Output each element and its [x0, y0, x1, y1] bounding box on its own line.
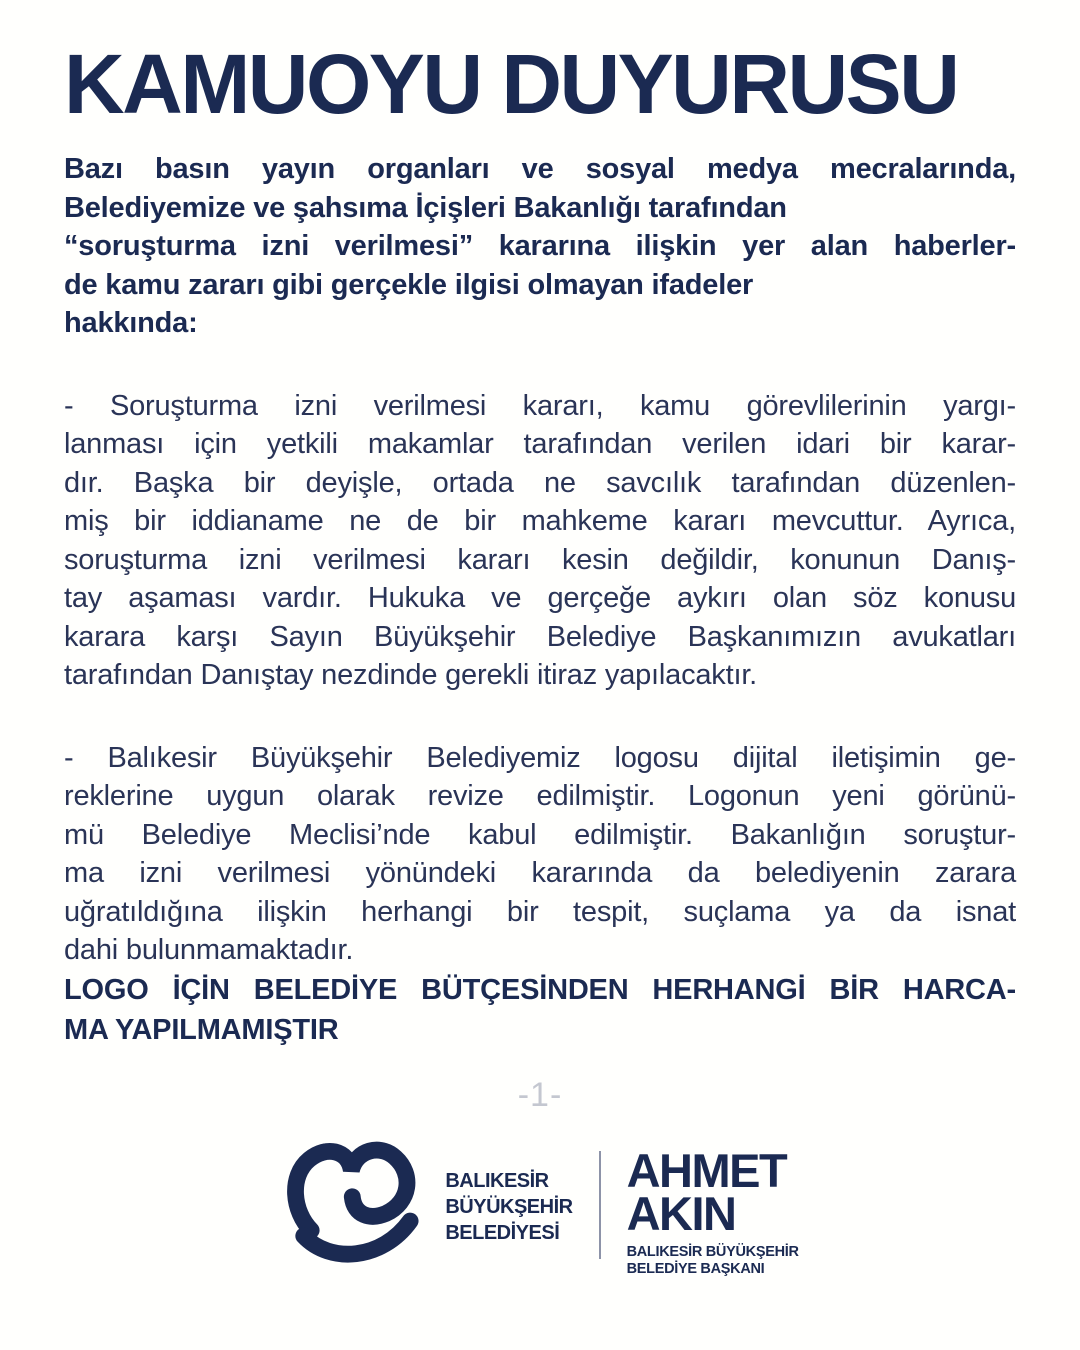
text-line: ma izni verilmesi yönündeki kararında da belediyenin zarara [64, 857, 1016, 889]
text-line: dahi bulunmamaktadır. [64, 934, 354, 966]
text-line: tay aşaması vardır. Hukuka ve gerçeğe aykırı olan söz konusu [64, 582, 1016, 614]
text-line: hakkında: [64, 307, 198, 339]
mayor-brand [626, 1143, 799, 1279]
text-line: uğratıldığına ilişkin herhangi bir tespit, suçlama ya da isnat [64, 895, 1016, 928]
mayor-title [627, 1244, 799, 1279]
text-line: “soruşturma izni verilmesi” kararına ilişkin yer alan haberler- [64, 230, 1016, 262]
mayor-name [626, 1143, 799, 1240]
municipality-name [445, 1168, 572, 1246]
intro-paragraph [64, 150, 1016, 343]
paragraph-logo-revision [64, 739, 1016, 970]
closing-statement [64, 970, 1016, 1050]
heart-b-logo-icon [281, 1137, 431, 1277]
page-title: KAMUOYU DUYURUSU [64, 37, 958, 131]
text-line: AHMET [626, 1143, 787, 1197]
footer [64, 1137, 1016, 1279]
text-line: lanması için yetkili makamlar tarafından verilen idari bir karar- [64, 428, 1016, 460]
text-line: - Soruşturma izni verilmesi kararı, kamu görevlilerinin yargı- [64, 389, 1016, 422]
text-line: tarafından Danıştay nezdinde gerekli itiraz yapılacaktır. [64, 659, 758, 691]
text-line: BELEDİYESİ [445, 1221, 560, 1244]
text-line: BALIKESİR [445, 1169, 549, 1192]
text-line: soruşturma izni verilmesi kararı kesin değildir, konunun Danış- [64, 543, 1016, 576]
text-line: BELEDİYE BAŞKANI [626, 1261, 765, 1278]
municipality-brand [281, 1137, 572, 1277]
text-line: BALIKESİR BÜYÜKŞEHİR [626, 1243, 799, 1260]
text-line: MA YAPILMAMIŞTIR [64, 1013, 339, 1046]
paragraph-investigation [64, 387, 1016, 695]
text-line: Belediyemize ve şahsıma İçişleri Bakanlığı tarafından [64, 191, 787, 224]
text-line: mü Belediye Meclisi’nde kabul edilmiştir. Bakanlığın soruştur- [64, 818, 1016, 851]
text-line: LOGO İÇİN BELEDİYE BÜTÇESİNDEN HERHANGİ BİR HARCA- [64, 973, 1016, 1006]
text-line: BÜYÜKŞEHİR [445, 1195, 573, 1218]
text-line: AKIN [626, 1186, 736, 1240]
page-number: -1- [517, 1075, 563, 1114]
text-line: de kamu zararı gibi gerçekle ilgisi olmayan ifadeler [64, 268, 754, 301]
text-line: reklerine uygun olarak revize edilmiştir. Logonun yeni görünü- [64, 780, 1016, 812]
text-line: karara karşı Sayın Büyükşehir Belediye Başkanımızın avukatları [64, 620, 1016, 653]
text-line: - Balıkesir Büyükşehir Belediyemiz logosu dijital iletişimin ge- [64, 741, 1016, 774]
footer-divider [599, 1151, 601, 1259]
text-line: dır. Başka bir deyişle, ortada ne savcılık tarafından düzenlen- [64, 466, 1016, 499]
text-line: Bazı basın yayın organları ve sosyal medya mecralarında, [64, 153, 1016, 185]
text-line: miş bir iddianame ne de bir mahkeme kararı mevcuttur. Ayrıca, [64, 505, 1016, 537]
